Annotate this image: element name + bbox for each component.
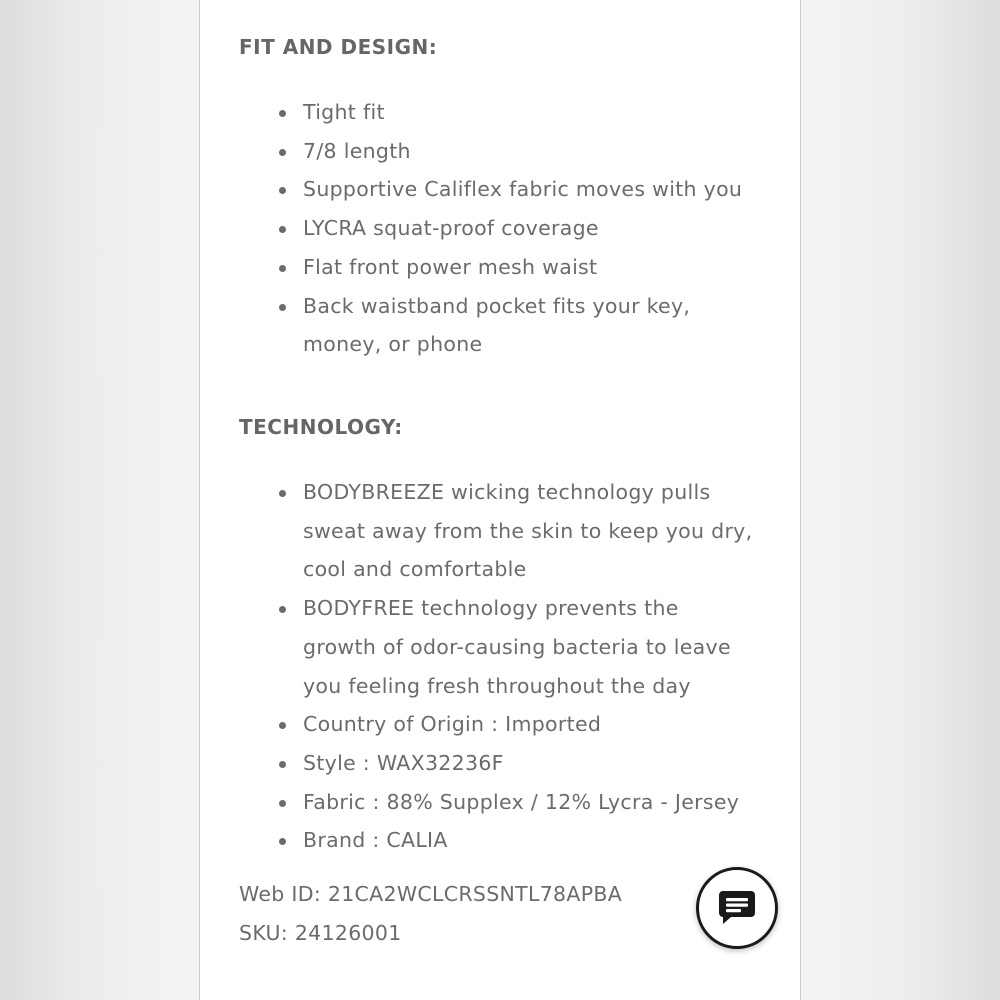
list-item-text: Style : WAX32236F <box>303 750 504 775</box>
list-item-text: BODYFREE technology prevents the <box>303 596 679 621</box>
list-item <box>266 209 766 248</box>
bullet-icon <box>279 606 286 613</box>
list-item <box>266 248 766 287</box>
list-item-text: Country of Origin : Imported <box>303 712 602 737</box>
technology-list <box>266 473 766 860</box>
bullet-icon <box>279 838 286 845</box>
list-item-text: Fabric : 88% Supplex / 12% Lycra - Jersey <box>303 789 740 814</box>
bullet-icon <box>279 187 286 194</box>
technology-heading: TECHNOLOGY: <box>239 415 403 439</box>
list-item-text: cool and comfortable <box>303 557 527 582</box>
list-item-text: LYCRA squat-proof coverage <box>303 216 599 241</box>
bullet-icon <box>279 800 286 807</box>
chat-bubble-icon <box>717 889 757 927</box>
list-item-text: Supportive Califlex fabric moves with you <box>303 177 743 202</box>
web-id: Web ID: 21CA2WCLCRSSNTL78APBA <box>239 882 623 906</box>
bullet-icon <box>279 226 286 233</box>
list-item-text: you feeling fresh throughout the day <box>303 673 691 698</box>
sku: SKU: 24126001 <box>239 921 402 945</box>
fit-and-design-heading: FIT AND DESIGN: <box>239 35 438 59</box>
list-item-text: growth of odor-causing bacteria to leave <box>303 634 731 659</box>
list-item <box>266 705 766 744</box>
bullet-icon <box>279 265 286 272</box>
list-item <box>266 783 766 822</box>
list-item <box>266 473 766 589</box>
list-item <box>266 132 766 171</box>
bullet-icon <box>279 722 286 729</box>
bullet-icon <box>279 110 286 117</box>
list-item <box>266 744 766 783</box>
list-item-text: money, or phone <box>303 332 483 357</box>
list-item <box>266 589 766 705</box>
list-item-text: Flat front power mesh waist <box>303 254 598 279</box>
bullet-icon <box>279 149 286 156</box>
chat-button[interactable] <box>696 867 778 949</box>
list-item-text: 7/8 length <box>303 138 411 163</box>
list-item-text: Brand : CALIA <box>303 828 448 853</box>
bullet-icon <box>279 304 286 311</box>
list-item <box>266 821 766 860</box>
list-item <box>266 93 766 132</box>
list-item <box>266 170 766 209</box>
bullet-icon <box>279 761 286 768</box>
bullet-icon <box>279 490 286 497</box>
list-item-text: Back waistband pocket fits your key, <box>303 293 691 318</box>
product-details-panel <box>199 0 801 1000</box>
fit-and-design-list <box>266 93 766 364</box>
list-item-text: Tight fit <box>303 100 385 124</box>
list-item-text: BODYBREEZE wicking technology pulls <box>303 480 711 504</box>
list-item <box>266 287 766 364</box>
list-item-text: sweat away from the skin to keep you dry, <box>303 518 753 543</box>
